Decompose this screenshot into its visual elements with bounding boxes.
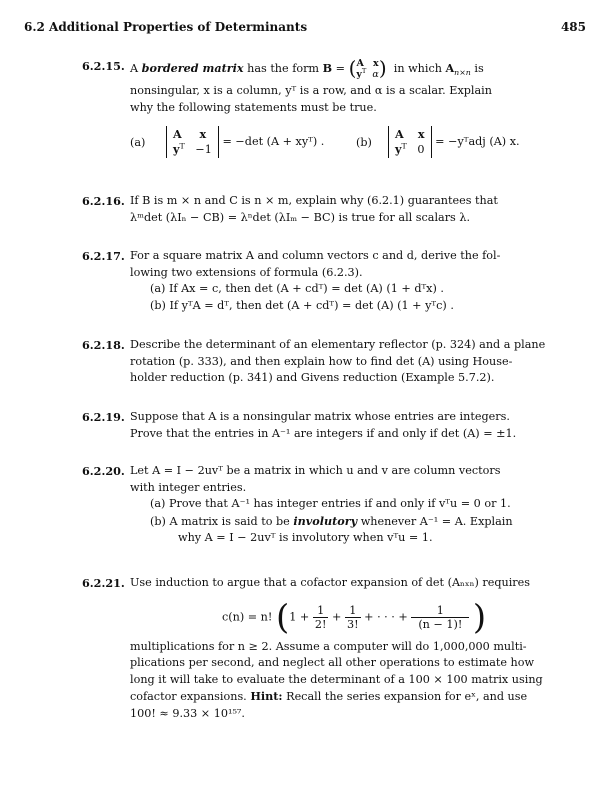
exercise-number: 6.2.15. [82,59,125,73]
text: whenever A⁻¹ = A. Explain [360,514,513,528]
text: in which [393,62,442,75]
exercise-line: long it will take to evaluate the determinant of a 100 × 100 matrix using [130,672,543,686]
text: is [474,62,484,75]
exercise-number: 6.2.17. [82,249,125,263]
determinant-a: A x $y^T -1$ [166,126,219,158]
term: involutory [293,513,358,528]
exercise-line: Prove that the entries in A⁻¹ are integers if and only if det (A) = ±1. [130,426,517,440]
exercise-line: rotation (p. 333), and then explain how to find det (A) using House- [130,354,513,368]
exercise-line: holder reduction (p. 341) and Givens reduction (Example 5.7.2). [130,371,495,384]
exercise-part-a: (a) If Ax = c, then det (A + cdᵀ) = det (A) (1 + dᵀx) . [150,282,444,295]
exercise-6-2-15 [82,56,585,162]
exercise-line: with integer entries. [130,480,247,494]
exercise-number: 6.2.19. [82,410,125,424]
exercise-6-2-19 [82,409,585,442]
exercise-line: why A = I − 2uvᵀ is involutory when vᵀu = 1. [178,531,433,544]
formula-lhs: c(n) = n! [222,610,273,623]
determinant-statements [130,126,585,162]
exercise-number: 6.2.16. [82,194,125,208]
exercise-number: 6.2.18. [82,338,125,352]
exercise-6-2-20 [82,463,585,547]
fraction: $\frac{1}{2!}$ [314,603,327,631]
exercise-number: 6.2.20. [82,464,125,478]
exercise-line: why the following statements must be true. [130,100,377,114]
exercise-line: Let A = I − 2uvᵀ be a matrix in which u and v are column vectors [130,464,501,477]
exercise-line: Describe the determinant of an elementary reflector (p. 324) and a plane [130,338,546,351]
page-header [24,20,586,36]
page-number: 485 [560,20,586,34]
exercise-line: multiplications for n ≥ 2. Assume a computer will do 1,000,000 multi- [130,639,527,653]
exercise-part-b [150,513,585,531]
term: bordered matrix [141,61,244,75]
part-label: (a) [130,136,146,149]
section-title: 6.2 Additional Properties of Determinants [24,20,308,34]
exercise-6-2-21 [82,575,585,722]
exercise-line: Use induction to argue that a cofactor expansion of det (Aₙₓₙ) requires [130,576,531,589]
equation-b: = −yᵀadj (A) x. [435,135,520,148]
equation-a: = −det (A + xyᵀ) . [222,135,325,148]
bordered-matrix: A x $y^T$ α [356,58,379,80]
exercise-line: If B is m × n and C is n × m, explain why (6.2.1) guarantees that [130,194,498,207]
part-label: (b) [356,136,372,149]
exercise-number: 6.2.21. [82,576,125,590]
exercise-6-2-16 [82,193,585,226]
exercise-6-2-17 [82,248,585,314]
fraction: $\frac{1}{3!}$ [346,603,359,631]
exercise-part-b: (b) If yᵀA = dᵀ, then det (A + cdᵀ) = det (A) (1 + yᵀc) . [150,298,454,312]
text: has the form [247,62,320,75]
exercise-line: lowing two extensions of formula (6.2.3). [130,265,363,279]
text: (b) A matrix is said to be [150,514,290,528]
exercise-line: 100! ≈ 9.33 × 10¹⁵⁷. [130,706,245,720]
exercise-part-a: (a) Prove that A⁻¹ has integer entries if and only if vᵀu = 0 or 1. [150,497,511,510]
hint-label: Hint: [250,689,283,703]
exercise-line: For a square matrix A and column vectors c and d, derive the fol- [130,249,501,262]
exercise-line: Suppose that A is a nonsingular matrix whose entries are integers. [130,410,510,423]
exercise-line: λᵐdet (λIₙ − CB) = λⁿdet (λIₘ − BC) is true for all scalars λ. [130,210,470,224]
fraction: $\frac{1}{(n - 1)!}$ [411,604,469,631]
exercise-line: plications per second, and neglect all other operations to estimate how [130,656,535,669]
cofactor-formula: c(n) = n! (1 + $\frac{1}{2!}$ + $\frac{1}{3!}$ + · · · + $\frac{1}{(n - 1)!}$ ) [222,597,487,637]
exercise-line [130,688,585,706]
exercise-6-2-18 [82,337,585,387]
text: A [130,62,139,75]
text: cofactor expansions. [130,690,247,703]
determinant-b: A x $y^T$ 0 [388,126,432,158]
exercise-line: A bordered matrix has the form B = (A x $y^T$ α) in which $A_{n\times n}$ is [130,56,484,80]
text: Recall the series expansion for eˣ, and use [286,690,528,703]
exercise-line: nonsingular, x is a column, yᵀ is a row, and α is a scalar. Explain [130,84,492,97]
